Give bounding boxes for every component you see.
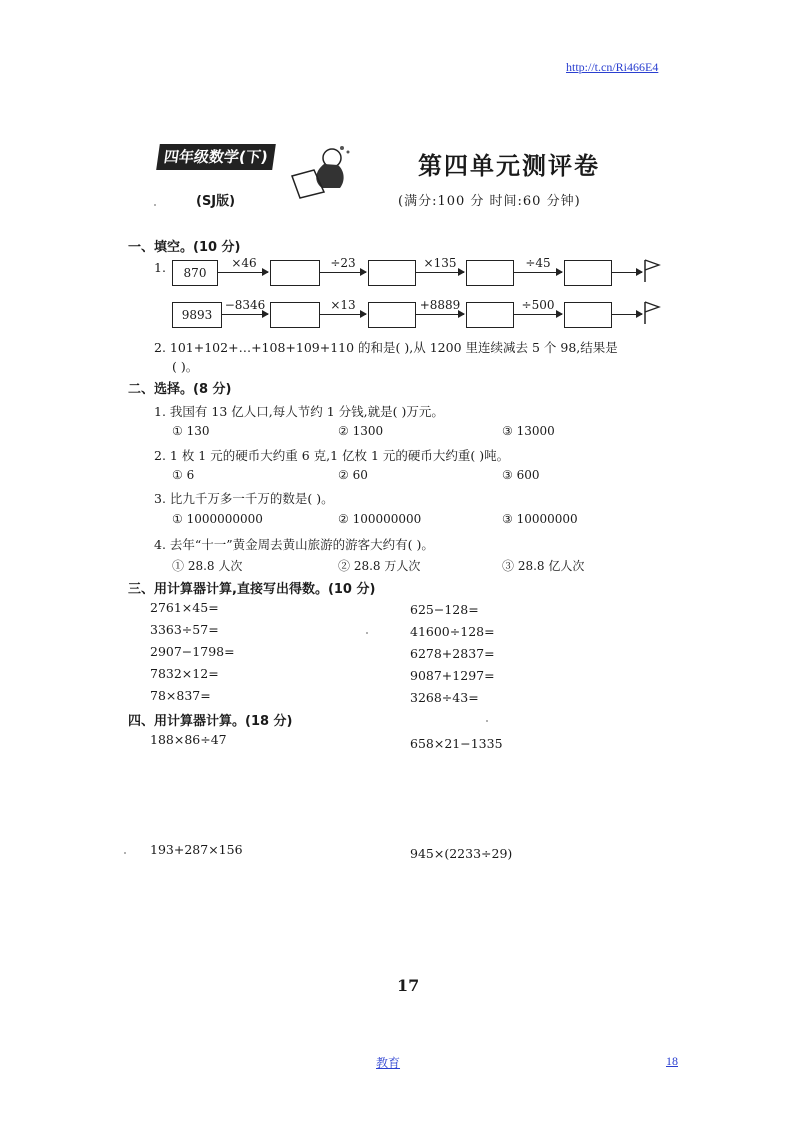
scan-speck <box>124 852 126 854</box>
chain1-start-box <box>172 260 218 286</box>
chain2-flag-icon <box>642 300 662 326</box>
page-title: 第四单元测评卷 <box>418 151 600 180</box>
chain1-op-4: ÷45 <box>525 256 551 270</box>
chain1-flag-icon <box>642 258 662 284</box>
calc3-left-5: 78×837= <box>150 688 211 703</box>
section-3-heading: 三、用计算器计算,直接写出得数。(10 分) <box>128 582 376 597</box>
choice-q4-option-1[interactable]: ① 28.8 人次 <box>172 559 243 573</box>
scan-speck <box>486 720 488 722</box>
chain1-arrow-4 <box>514 272 562 273</box>
choice-q1-option-3[interactable]: ③ 13000 <box>502 424 555 438</box>
scan-speck <box>154 204 156 206</box>
chain1-answer-box-3[interactable] <box>466 260 514 286</box>
chain2-op-2: ×13 <box>330 298 356 312</box>
choice-q1-option-2[interactable]: ② 1300 <box>338 424 384 438</box>
q1-number: 1. <box>154 260 166 275</box>
choice-q2-option-1[interactable]: ① 6 <box>172 468 195 482</box>
chain2-arrow-2 <box>320 314 366 315</box>
footer-center-link[interactable]: 教育 <box>376 1056 401 1070</box>
chain1-arrow-5 <box>612 272 642 273</box>
choice-q3-option-1[interactable]: ① 1000000000 <box>172 512 263 526</box>
chain2-op-3: +8889 <box>419 298 461 312</box>
chain1-arrow-1 <box>218 272 268 273</box>
chain2-start-box <box>172 302 222 328</box>
choice-q3-text: 3. 比九千万多一千万的数是( )。 <box>154 491 334 506</box>
q2-line-2: ( )。 <box>172 359 199 374</box>
footer-right-link[interactable]: 18 <box>666 1054 678 1068</box>
calc4-problem-1: 188×86÷47 <box>150 732 227 747</box>
choice-q2-text: 2. 1 枚 1 元的硬币大约重 6 克,1 亿枚 1 元的硬币大约重( )吨。 <box>154 448 510 463</box>
page-number: 17 <box>397 976 420 995</box>
chain1-op-3: ×135 <box>423 256 457 270</box>
grade-badge: 四年级数学(下) <box>156 144 275 170</box>
q2-line-1: 2. 101+102+…+108+109+110 的和是( ),从 1200 里连续减去 5 个 98,结果是 <box>154 340 618 355</box>
section-1-heading: 一、填空。(10 分) <box>128 240 241 255</box>
calc3-right-2: 41600÷128= <box>410 624 495 639</box>
student-reading-illustration <box>284 142 354 202</box>
scan-speck <box>366 632 368 634</box>
chain2-arrow-5 <box>612 314 642 315</box>
choice-q4-option-3[interactable]: ③ 28.8 亿人次 <box>502 559 585 573</box>
chain2-op-4: ÷500 <box>521 298 555 312</box>
chain1-answer-box-1[interactable] <box>270 260 320 286</box>
choice-q3-option-2[interactable]: ② 100000000 <box>338 512 422 526</box>
chain2-start-value: 9893 <box>181 308 213 322</box>
chain2-answer-box-1[interactable] <box>270 302 320 328</box>
calc3-left-4: 7832×12= <box>150 666 219 681</box>
chain2-op-1: −8346 <box>224 298 266 312</box>
chain2-answer-box-4[interactable] <box>564 302 612 328</box>
header-link[interactable]: http://t.cn/Ri466E4 <box>566 60 659 74</box>
calc3-right-3: 6278+2837= <box>410 646 495 661</box>
chain1-arrow-2 <box>320 272 366 273</box>
section-2-heading: 二、选择。(8 分) <box>128 382 232 397</box>
calc4-problem-3: 193+287×156 <box>150 842 243 857</box>
section-4-heading: 四、用计算器计算。(18 分) <box>128 714 293 729</box>
calc3-left-2: 3363÷57= <box>150 622 219 637</box>
score-time: (满分:100 分 时间:60 分钟) <box>398 194 581 209</box>
calc3-right-4: 9087+1297= <box>410 668 495 683</box>
choice-q2-option-3[interactable]: ③ 600 <box>502 468 540 482</box>
chain1-answer-box-4[interactable] <box>564 260 612 286</box>
chain1-answer-box-2[interactable] <box>368 260 416 286</box>
choice-q1-text: 1. 我国有 13 亿人口,每人节约 1 分钱,就是( )万元。 <box>154 404 444 419</box>
chain2-arrow-4 <box>514 314 562 315</box>
chain1-arrow-3 <box>416 272 464 273</box>
calc4-problem-4: 945×(2233÷29) <box>410 846 513 861</box>
choice-q4-text: 4. 去年“十一”黄金周去黄山旅游的游客大约有( )。 <box>154 537 434 552</box>
chain2-arrow-3 <box>416 314 464 315</box>
chain2-answer-box-2[interactable] <box>368 302 416 328</box>
choice-q3-option-3[interactable]: ③ 10000000 <box>502 512 578 526</box>
chain2-arrow-1 <box>222 314 268 315</box>
chain1-op-2: ÷23 <box>330 256 356 270</box>
calc4-problem-2: 658×21−1335 <box>410 736 503 751</box>
calc3-left-3: 2907−1798= <box>150 644 235 659</box>
edition-label: (SJ版) <box>196 194 236 209</box>
chain2-answer-box-3[interactable] <box>466 302 514 328</box>
calc3-right-1: 625−128= <box>410 602 479 617</box>
chain1-start-value: 870 <box>183 266 207 280</box>
calc3-left-1: 2761×45= <box>150 600 219 615</box>
chain1-op-1: ×46 <box>231 256 257 270</box>
choice-q2-option-2[interactable]: ② 60 <box>338 468 368 482</box>
calc3-right-5: 3268÷43= <box>410 690 479 705</box>
choice-q4-option-2[interactable]: ② 28.8 万人次 <box>338 559 421 573</box>
choice-q1-option-1[interactable]: ① 130 <box>172 424 210 438</box>
